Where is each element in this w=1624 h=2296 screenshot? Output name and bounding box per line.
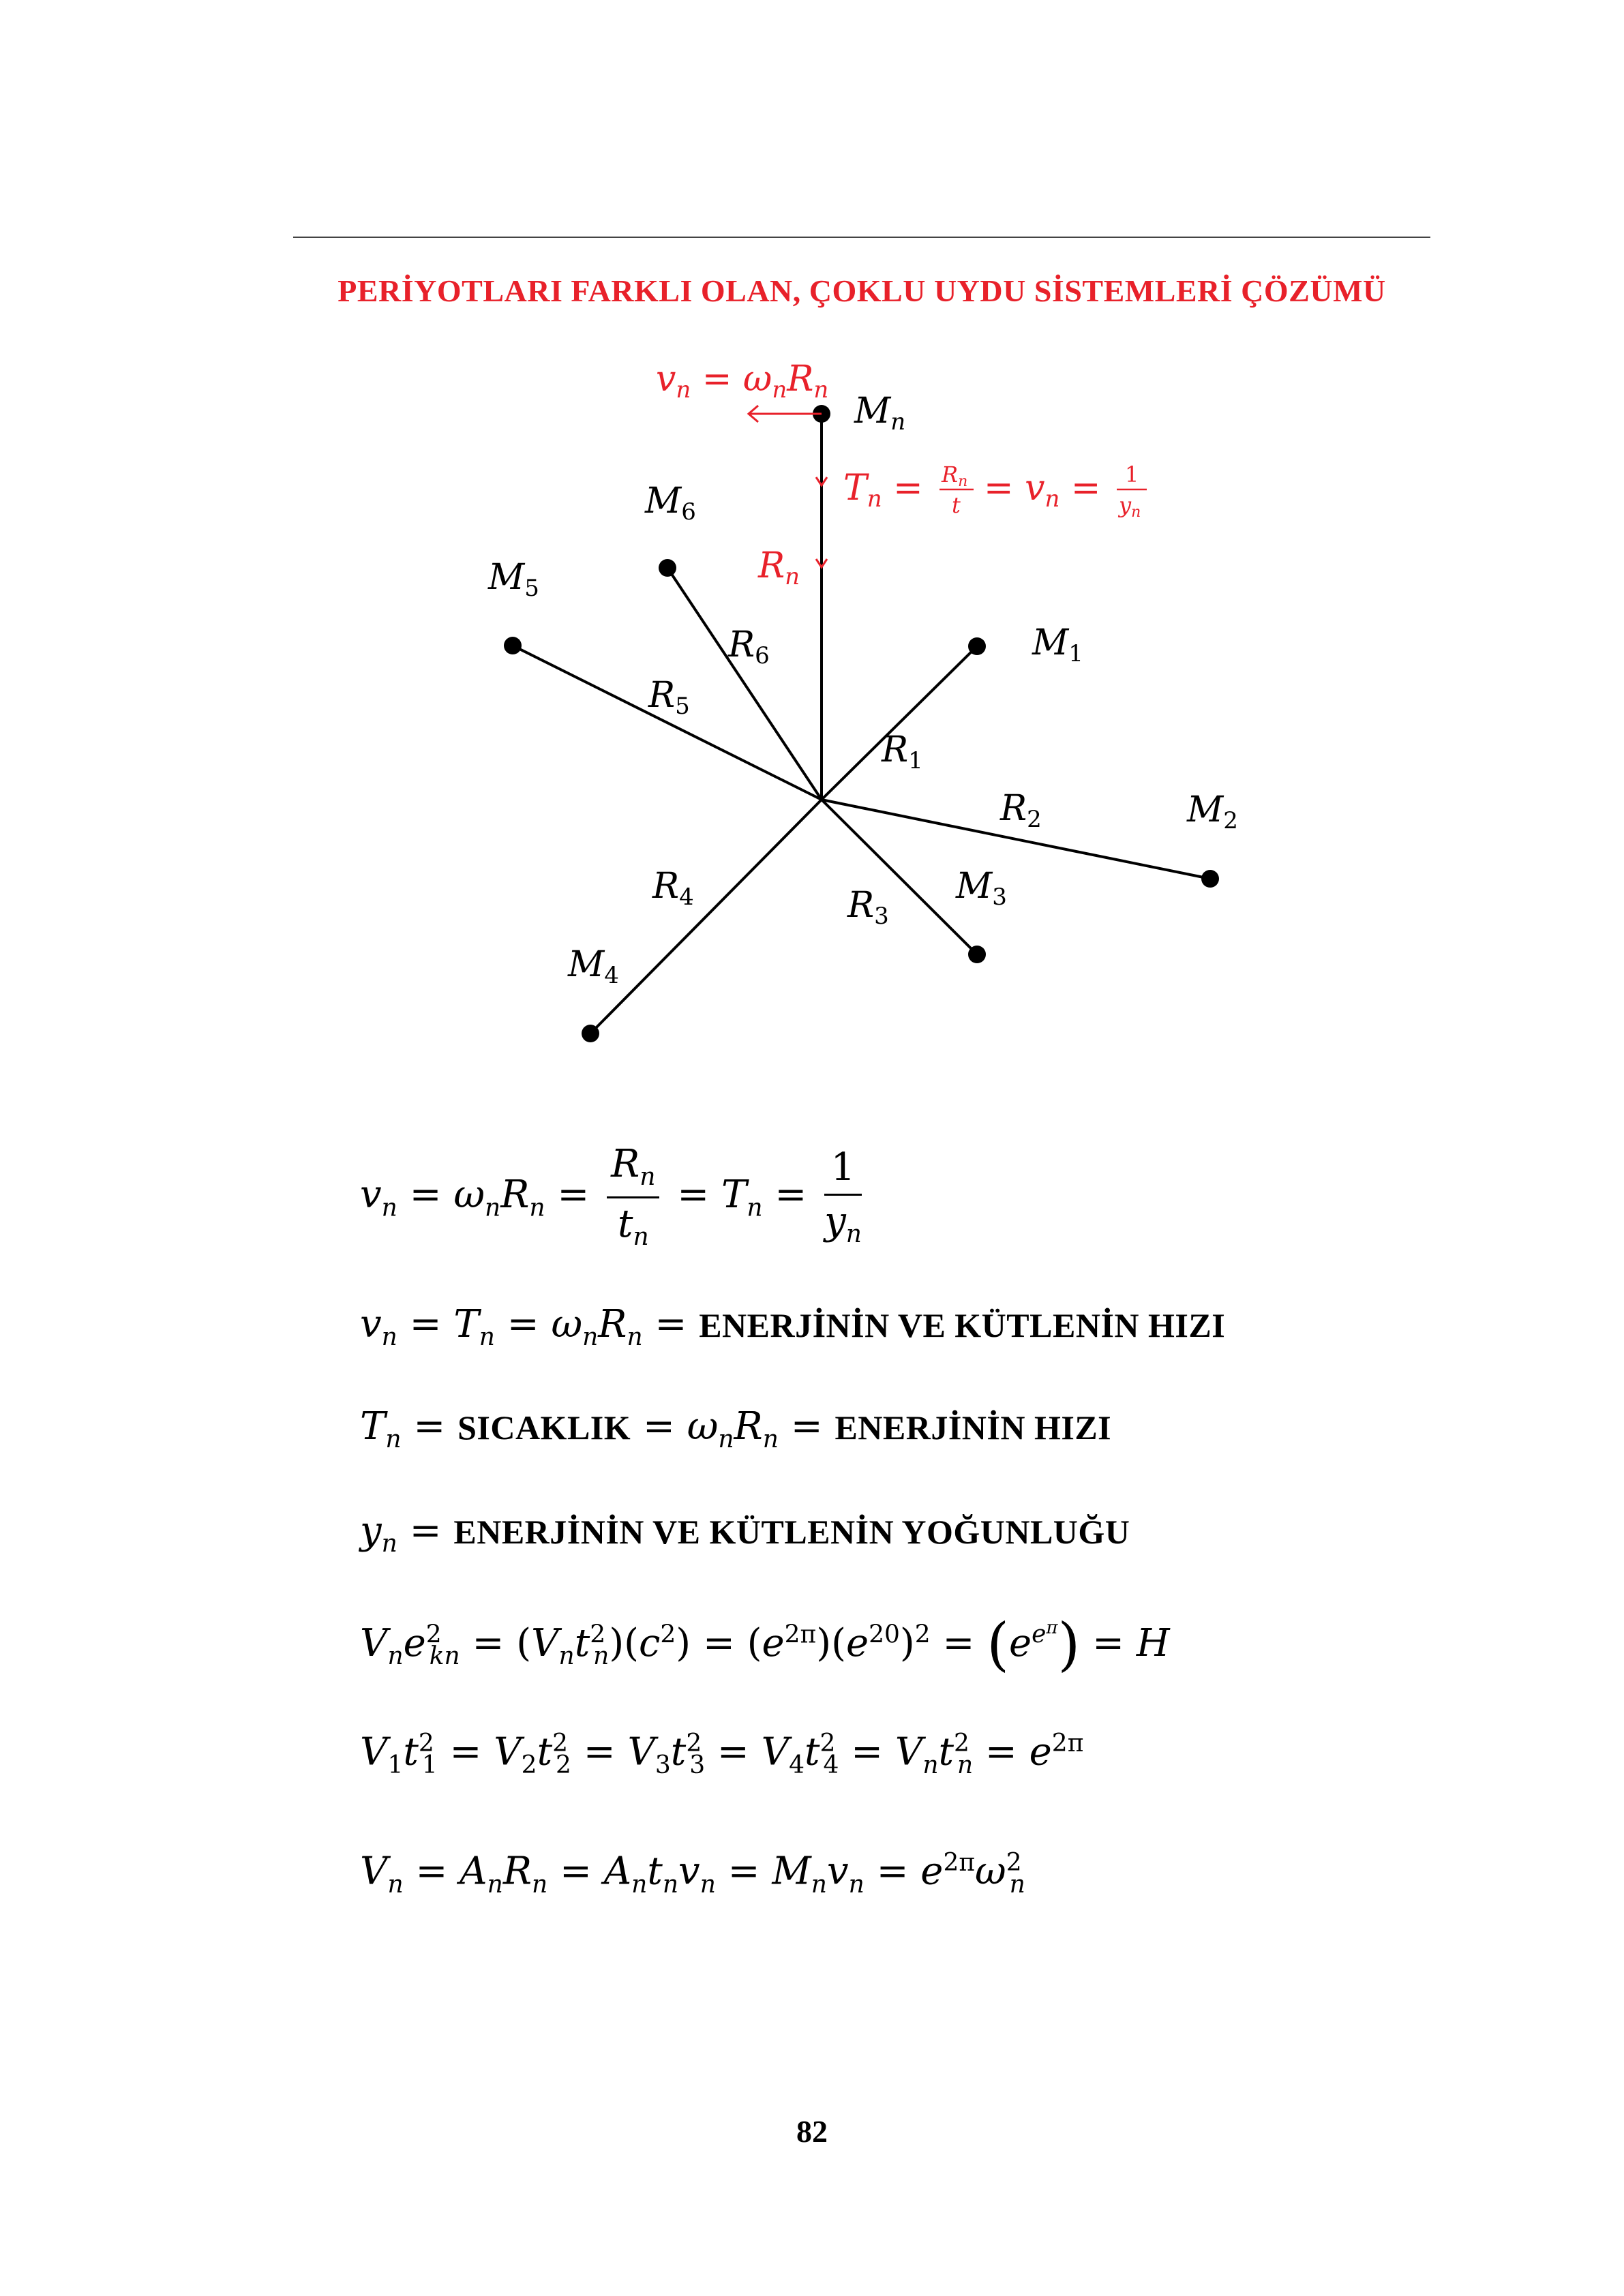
radius-line-5 — [513, 646, 822, 800]
period-frac2-den: yn — [1119, 492, 1141, 521]
radius-label-3: R3 — [847, 885, 889, 930]
mass-point-6 — [659, 559, 676, 577]
mass-label-6: M6 — [645, 481, 696, 526]
energy-mass-speed-text: ENERJİNİN VE KÜTLENİN HIZI — [699, 1306, 1226, 1344]
mass-label-2: M2 — [1187, 789, 1238, 834]
period-label-2: = vn = — [984, 468, 1101, 513]
energy-speed-text: ENERJİNİN HIZI — [834, 1408, 1112, 1447]
temperature-text: SICAKLIK — [457, 1408, 631, 1447]
page-title: PERİYOTLARI FARKLI OLAN, ÇOKLU UYDU SİSTEMLERİ ÇÖZÜMÜ — [337, 273, 1386, 308]
equation-4: $y_n$ = ENERJİNİN VE KÜTLENİN YOĞUNLUĞU — [360, 1509, 1130, 1558]
mass-point-5 — [504, 637, 522, 654]
radius-label-6: R6 — [728, 624, 770, 669]
radius-label-1: R1 — [882, 729, 923, 774]
equation-7: $V_n = A_nR_n = A_nt_nv_n = M_nv_n = e^{2\pi}\omega^2_n$ — [360, 1849, 1025, 1899]
period-frac2-num: 1 — [1125, 462, 1139, 487]
mass-label-1: M1 — [1032, 622, 1083, 667]
radius-line-3 — [822, 800, 977, 954]
radius-line-1 — [822, 646, 977, 800]
equation-2: $v_n = T_n = \omega_nR_n$ = ENERJİNİN VE KÜTLENİN HIZI — [360, 1302, 1226, 1352]
mass-point-1 — [968, 637, 986, 655]
energy-density-text: ENERJİNİN VE KÜTLENİN YOĞUNLUĞU — [453, 1513, 1130, 1551]
period-frac-num: Rn — [942, 462, 968, 490]
radius-line-6 — [667, 568, 822, 800]
mass-point-4 — [582, 1025, 599, 1042]
radius-line-4 — [590, 800, 822, 1033]
mass-label-4: M4 — [568, 944, 619, 989]
radius-label-n: Rn — [758, 545, 800, 590]
mass-point-2 — [1201, 870, 1219, 888]
mass-label-3: M3 — [956, 866, 1007, 911]
equation-1: $v_n = \omega_nR_n$ = $\frac{R_n}{t_n}$ = $T_n$ = $\frac{1}{y_n}$ — [360, 1142, 862, 1252]
equation-5: $V_ne^2_{kn} = (V_nt^2_n)(c^2) = (e^{2\pi})(e^{20})^2 = (e^{e^\pi}) = H$ — [360, 1611, 1170, 1678]
equation-6: $V_1t^2_1 = V_2t^2_2 = V_3t^2_3 = V_4t^2_4 = V_nt^2_n = e^{2\pi}$ — [360, 1729, 1084, 1779]
radius-label-5: R5 — [648, 675, 690, 720]
mass-point-3 — [968, 946, 986, 963]
velocity-label: vn = ωnRn — [656, 359, 829, 404]
period-label: Tn = — [843, 468, 923, 513]
equation-3: $T_n$ = SICAKLIK = $\omega_nR_n$ = ENERJİNİN HIZI — [360, 1404, 1112, 1454]
satellite-diagram — [0, 0, 1624, 1125]
mass-label-n: Mn — [854, 391, 906, 436]
velocity-arrow — [749, 406, 822, 422]
radius-label-2: R2 — [1000, 788, 1042, 833]
mass-label-5: M5 — [488, 557, 539, 602]
period-frac-den: t — [952, 492, 961, 518]
radius-label-4: R4 — [652, 866, 694, 911]
page-number: 82 — [796, 2114, 828, 2149]
